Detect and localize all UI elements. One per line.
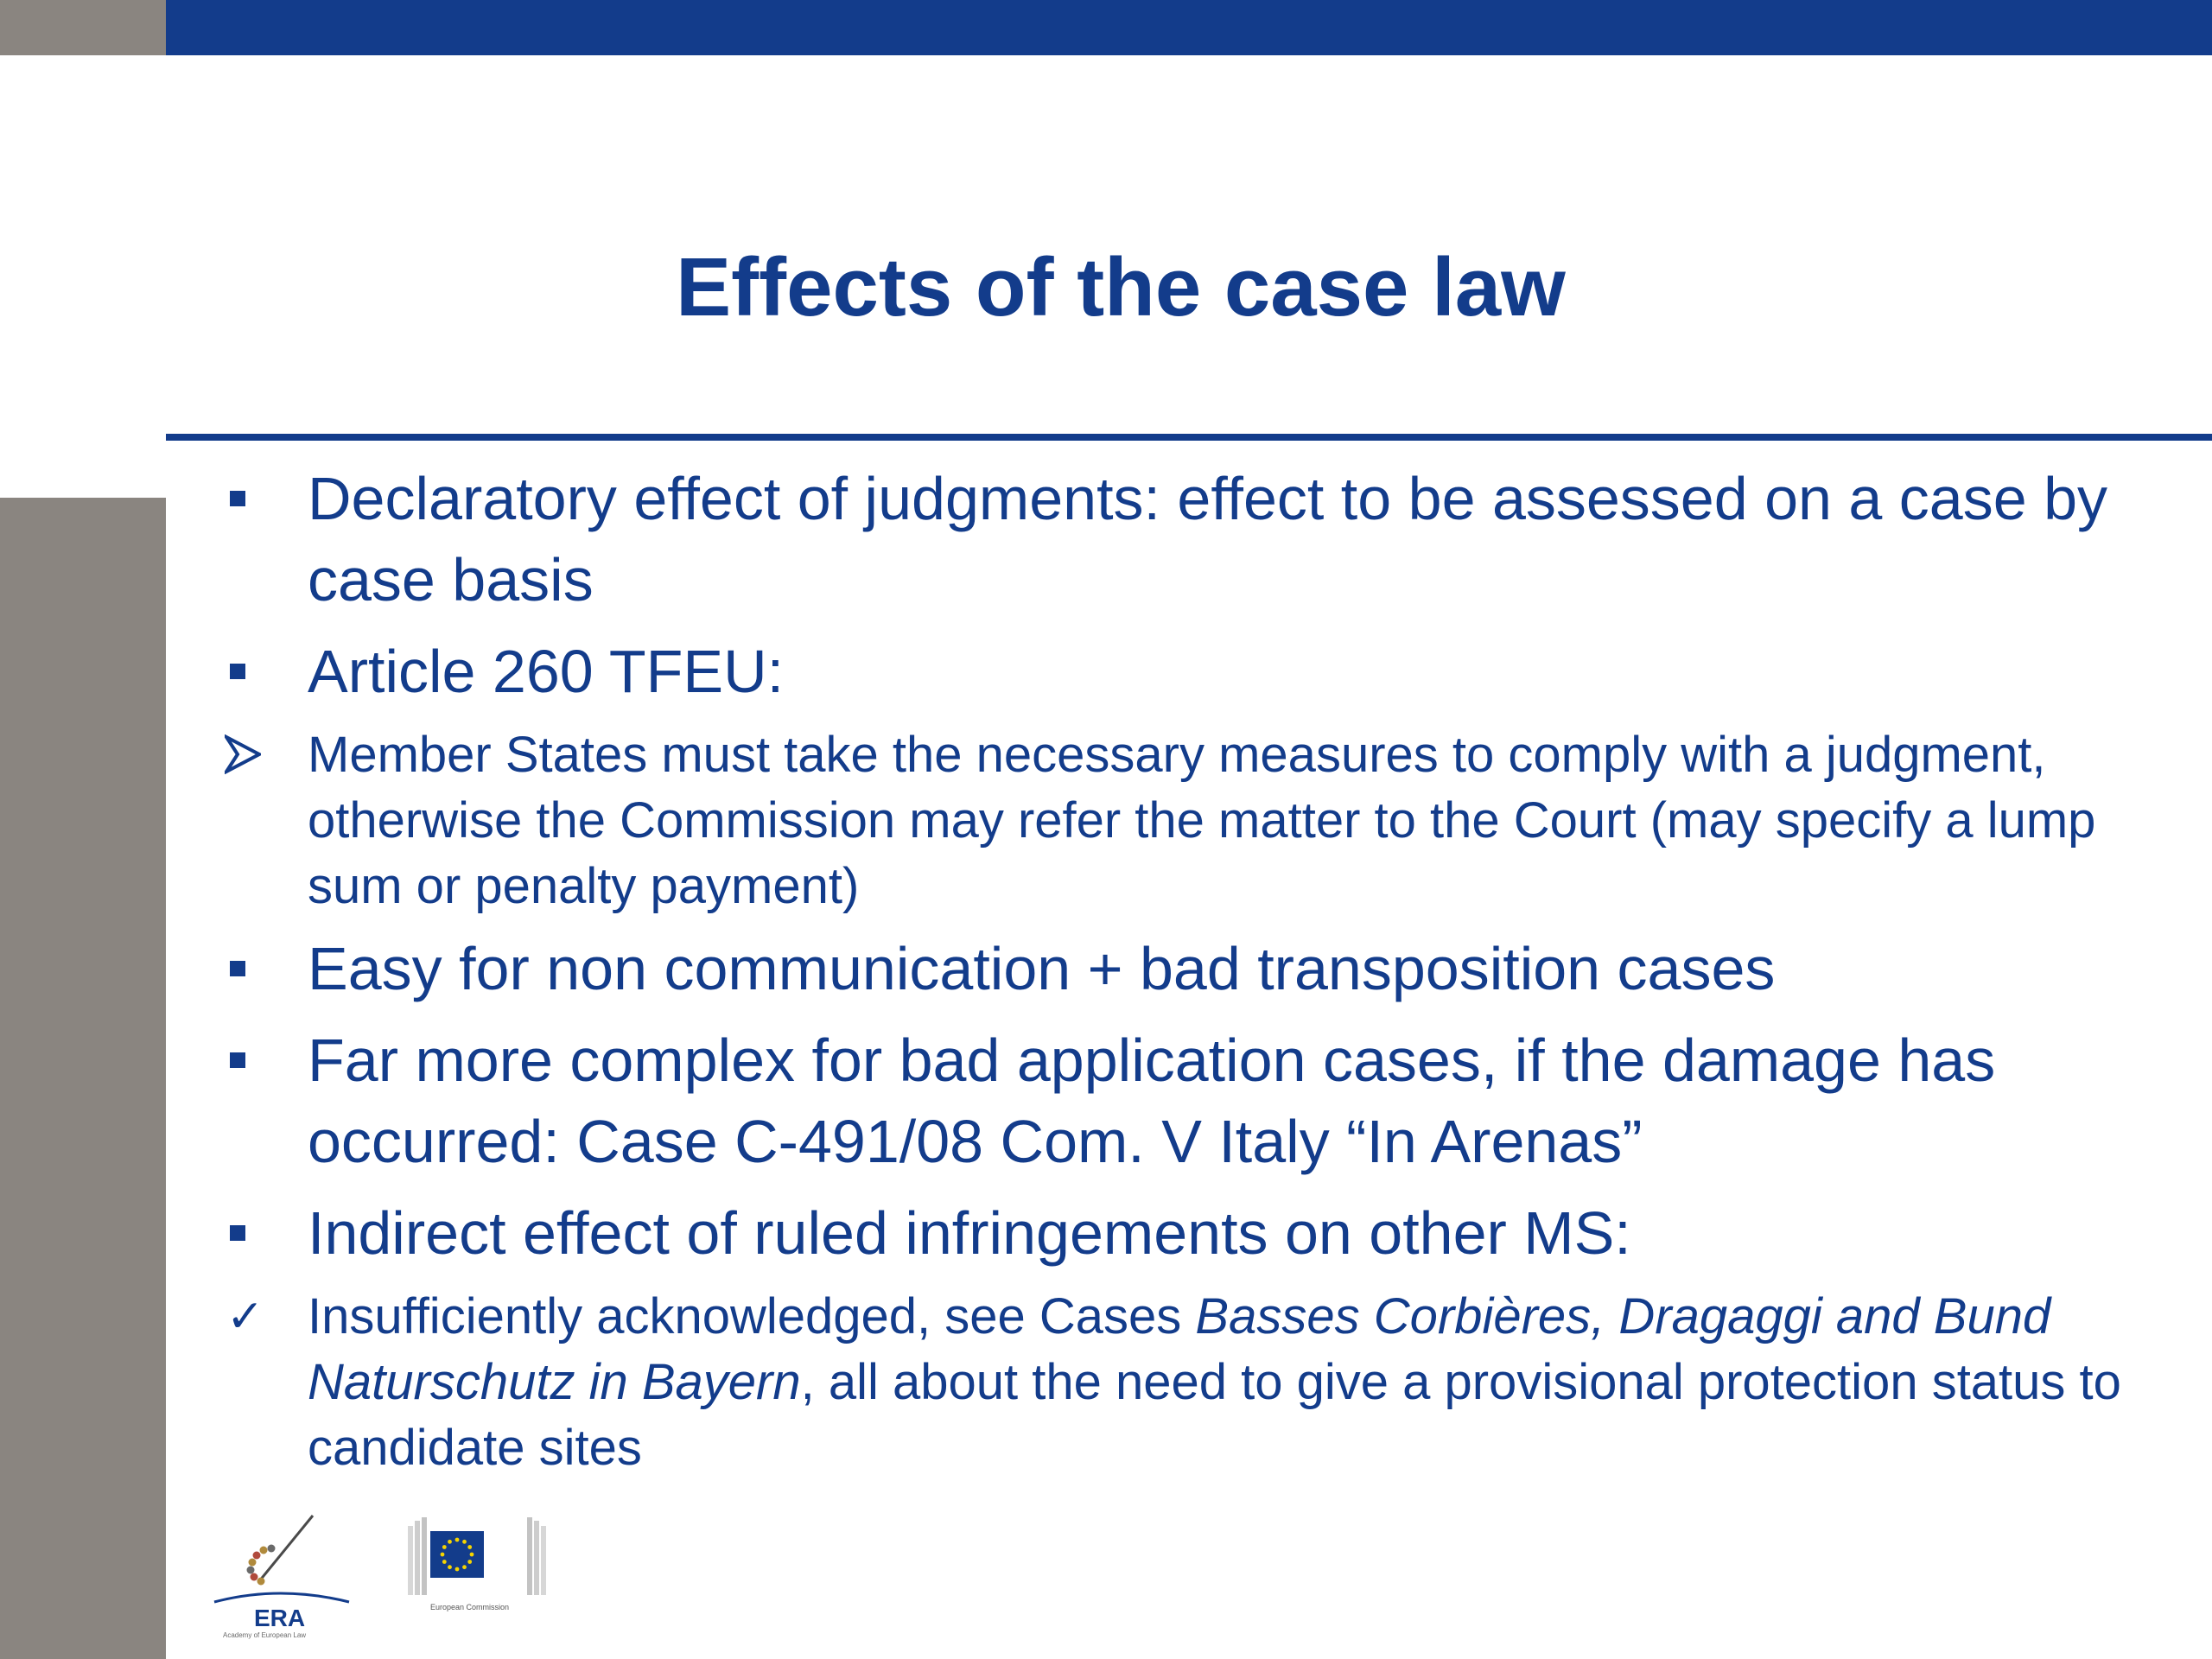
bullet-item-article-260	[223, 631, 2202, 712]
sub-bullet-text: Member States must take the necessary measures to comply with a judgment, otherwise the Commission may refer the matter to the Court (may specify a lump sum or penalty payment)	[308, 727, 2096, 914]
sub-bullet-text-prefix: Insufficiently acknowledged, see Cases	[308, 1288, 1196, 1344]
bullet-text: Article 260 TFEU:	[308, 638, 785, 705]
era-logo	[211, 1514, 574, 1640]
bullet-item-easy-cases	[223, 928, 2202, 1009]
bullet-text: Indirect effect of ruled infringements on other MS:	[308, 1199, 1631, 1267]
era-star-ring-icon	[247, 1545, 276, 1586]
ec-logo	[408, 1517, 546, 1611]
case-names-italic-2: Bund Naturschutz in Bayern	[308, 1288, 2051, 1410]
sub-bullet-text-suffix: , all about the need to give a provisional protection status to candidate sites	[308, 1354, 2121, 1476]
square-bullet-icon	[230, 1052, 245, 1068]
square-bullet-icon	[230, 1225, 245, 1241]
sub-bullet-insufficiently-acknowledged	[223, 1284, 2202, 1481]
title-divider	[166, 434, 2212, 441]
era-subtitle: Academy of European Law	[223, 1631, 307, 1639]
sub-bullet-member-states	[223, 722, 2202, 919]
bullet-text: Declaratory effect of judgments: effect to be assessed on a case by case basis	[308, 465, 2108, 613]
bullet-item-complex-cases	[223, 1020, 2202, 1182]
ec-logo-text: European Commission	[430, 1603, 510, 1611]
bullet-item-declaratory-effect	[223, 458, 2202, 620]
top-blue-bar	[166, 0, 2212, 55]
bullet-text: Far more complex for bad application cases, if the damage has occurred: Case C-491/08 Com. V Italy “In Arenas”	[308, 1027, 1996, 1175]
square-bullet-icon	[230, 664, 245, 679]
case-names-italic-1: Basses Corbières, Dragaggi and	[1195, 1288, 1920, 1344]
bullet-text: Easy for non communication + bad transposition cases	[308, 935, 1776, 1002]
era-logo-text: ERA	[254, 1605, 306, 1631]
bullet-list	[223, 458, 2202, 1481]
arrowhead-bullet-icon	[225, 734, 261, 774]
bullet-item-indirect-effect	[223, 1192, 2202, 1274]
slide-title: Effects of the case law	[676, 241, 1566, 334]
square-bullet-icon	[230, 961, 245, 976]
checkmark-icon: ✓	[226, 1292, 264, 1342]
left-gray-bar	[0, 498, 166, 1659]
footer-logos	[211, 1514, 574, 1640]
square-bullet-icon	[230, 491, 245, 506]
top-left-gray-block	[0, 0, 166, 55]
